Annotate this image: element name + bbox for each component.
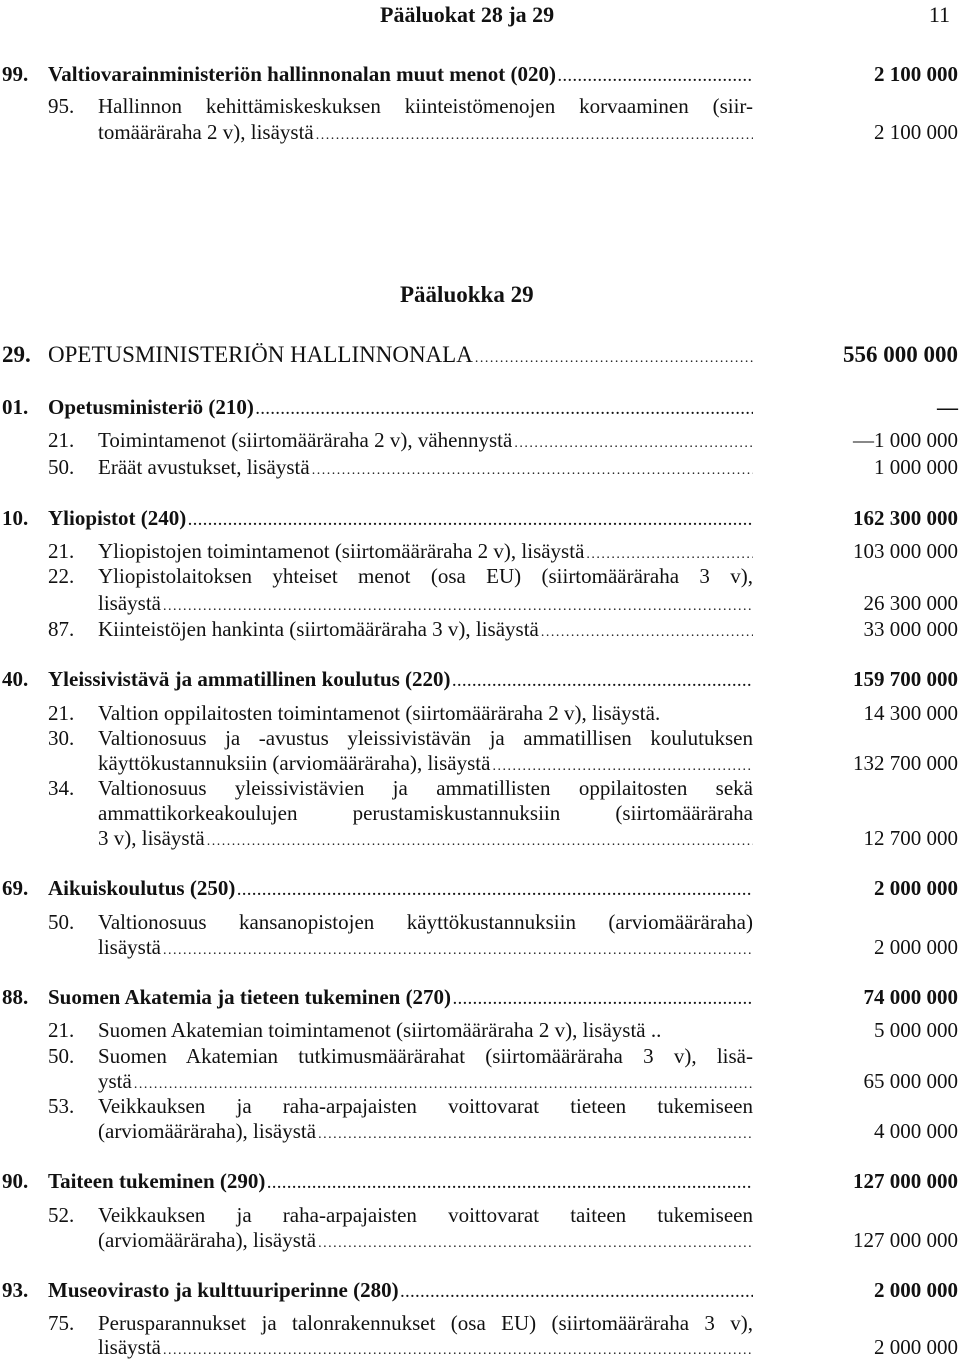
item-number: 75. — [48, 1311, 75, 1335]
item-amount: 65 000 000 — [863, 1069, 958, 1093]
page-header — [0, 2, 960, 28]
item-text: Toimintamenot (siirtomääräraha 2 v), vähennystä . . . — [98, 428, 753, 456]
item-number: 50. — [48, 910, 75, 934]
section-40-row — [0, 667, 960, 692]
section-number: 40. — [2, 667, 29, 691]
section-amount: 2 000 000 — [874, 876, 958, 900]
main-class-amount: 556 000 000 — [843, 342, 958, 367]
item-text-line: (arviomääräraha), lisäystä . . . — [98, 1119, 753, 1147]
item-text: Valtion oppilaitosten toimintamenot (siirtomääräraha 2 v), lisäystä. — [98, 701, 661, 725]
item-number: 95. — [48, 94, 75, 118]
item-text-line: tomääräraha 2 v), lisäystä . . . — [98, 120, 753, 148]
item-50-row — [0, 455, 960, 480]
main-class-number: 29. — [2, 342, 31, 367]
section-90-row — [0, 1169, 960, 1194]
section-99-row — [0, 62, 960, 87]
section-title: Suomen Akatemia ja tieteen tukeminen (270) . . . — [48, 985, 753, 1013]
item-text: Eräät avustukset, lisäystä . . . — [98, 455, 753, 483]
item-text-line: Yliopistolaitoksen yhteiset menot (osa EU) (siirtomääräraha 3 v), — [98, 564, 753, 588]
item-53-row-2 — [0, 1119, 960, 1144]
item-number: 50. — [48, 455, 75, 479]
item-text-line: lisäystä . . . — [98, 935, 753, 963]
item-50-row-2 — [0, 1069, 960, 1094]
section-number: 99. — [2, 62, 29, 86]
item-text-line: Veikkauksen ja raha-arpajaisten voittovarat tieteen tukemiseen — [98, 1094, 753, 1118]
item-number: 21. — [48, 701, 75, 725]
section-amount: 2 000 000 — [874, 1278, 958, 1302]
item-75-row-1 — [0, 1311, 960, 1336]
section-amount: 127 000 000 — [853, 1169, 958, 1193]
item-text-line: Valtionosuus ja -avustus yleissivistävän ja ammatillisen koulutuksen — [98, 726, 753, 750]
item-number: 53. — [48, 1094, 75, 1118]
item-50-row-1 — [0, 910, 960, 935]
section-number: 88. — [2, 985, 29, 1009]
page-number: 11 — [928, 2, 950, 27]
item-amount: 5 000 000 — [874, 1018, 958, 1042]
item-50-row-1 — [0, 1044, 960, 1069]
section-88-row — [0, 985, 960, 1010]
item-number: 30. — [48, 726, 75, 750]
item-amount: —1 000 000 — [853, 428, 958, 452]
item-number: 34. — [48, 776, 75, 800]
section-number: 90. — [2, 1169, 29, 1193]
section-title: Aikuiskoulutus (250) . . . — [48, 876, 753, 904]
item-22-row-1 — [0, 564, 960, 589]
section-amount: 2 100 000 — [874, 62, 958, 86]
section-title: Yliopistot (240) . . . — [48, 506, 753, 534]
item-text-line: Suomen Akatemian tutkimusmäärärahat (siirtomääräraha 3 v), lisä- — [98, 1044, 753, 1068]
header-title: Pääluokat 28 ja 29 — [380, 2, 555, 27]
item-text-line: lisäystä . . . — [98, 1335, 753, 1363]
item-text: Suomen Akatemian toimintamenot (siirtomääräraha 2 v), lisäystä .. — [98, 1018, 662, 1042]
item-53-row-1 — [0, 1094, 960, 1119]
section-93-row — [0, 1278, 960, 1303]
item-text-line: Veikkauksen ja raha-arpajaisten voittovarat taiteen tukemiseen — [98, 1203, 753, 1227]
section-01-row — [0, 395, 960, 420]
item-52-row-1 — [0, 1203, 960, 1228]
main-class-heading-row — [0, 282, 960, 307]
item-amount: 127 000 000 — [853, 1228, 958, 1252]
item-75-row-2 — [0, 1335, 960, 1360]
item-amount: 4 000 000 — [874, 1119, 958, 1143]
item-amount: 12 700 000 — [863, 826, 958, 850]
item-number: 21. — [48, 428, 75, 452]
section-amount: — — [937, 395, 958, 419]
item-number: 21. — [48, 1018, 75, 1042]
item-amount: 132 700 000 — [853, 751, 958, 775]
item-text-line: Valtionosuus kansanopistojen käyttökustannuksiin (arviomääräraha) — [98, 910, 753, 934]
item-text: Kiinteistöjen hankinta (siirtomääräraha 3 v), lisäystä . . . — [98, 617, 753, 645]
section-title: Taiteen tukeminen (290) . . . — [48, 1169, 753, 1197]
item-number: 50. — [48, 1044, 75, 1068]
item-34-row-3 — [0, 826, 960, 851]
item-number: 22. — [48, 564, 75, 588]
item-87-row — [0, 617, 960, 642]
item-34-row-1 — [0, 776, 960, 801]
section-number: 93. — [2, 1278, 29, 1302]
item-text-line: ystä . . . — [98, 1069, 753, 1097]
item-amount: 33 000 000 — [863, 617, 958, 641]
item-34-row-2 — [0, 801, 960, 826]
item-text-line: Valtionosuus yleissivistävien ja ammatillisten oppilaitosten sekä — [98, 776, 753, 800]
item-text-line: (arviomääräraha), lisäystä . . . — [98, 1228, 753, 1256]
item-text-line: Perusparannukset ja talonrakennukset (osa EU) (siirtomääräraha 3 v), — [98, 1311, 753, 1335]
item-95-row-2 — [0, 120, 960, 145]
item-22-row-2 — [0, 591, 960, 616]
section-title: Museovirasto ja kulttuuriperinne (280) . . . — [48, 1278, 753, 1306]
item-amount: 14 300 000 — [863, 701, 958, 725]
item-number: 87. — [48, 617, 75, 641]
section-title: Valtiovarainministeriön hallinnonalan muut menot (020) . . . — [48, 62, 753, 90]
section-number: 10. — [2, 506, 29, 530]
item-text-line: Hallinnon kehittämiskeskuksen kiinteistömenojen korvaaminen (siir- — [98, 94, 753, 118]
main-class-title: OPETUSMINISTERIÖN HALLINNONALA . . . — [48, 342, 753, 371]
item-amount: 2 000 000 — [874, 1335, 958, 1359]
item-50-row-2 — [0, 935, 960, 960]
section-amount: 159 700 000 — [853, 667, 958, 691]
item-number: 21. — [48, 539, 75, 563]
item-30-row-1 — [0, 726, 960, 751]
section-number: 01. — [2, 395, 29, 419]
item-text-line: lisäystä . . . — [98, 591, 753, 619]
main-class-heading: Pääluokka 29 — [400, 282, 534, 307]
item-21-row — [0, 701, 960, 726]
item-amount: 2 000 000 — [874, 935, 958, 959]
item-amount: 2 100 000 — [874, 120, 958, 144]
section-title: Opetusministeriö (210) . . . — [48, 395, 753, 423]
section-amount: 74 000 000 — [863, 985, 958, 1009]
section-number: 69. — [2, 876, 29, 900]
section-amount: 162 300 000 — [853, 506, 958, 530]
item-30-row-2 — [0, 751, 960, 776]
item-21-row — [0, 539, 960, 564]
item-amount: 1 000 000 — [874, 455, 958, 479]
main-class-row — [0, 342, 960, 370]
item-95-row-1 — [0, 94, 960, 119]
item-52-row-2 — [0, 1228, 960, 1253]
section-69-row — [0, 876, 960, 901]
section-title: Yleissivistävä ja ammatillinen koulutus (220) . . . — [48, 667, 753, 695]
section-10-row — [0, 506, 960, 531]
item-21-row — [0, 1018, 960, 1043]
item-amount: 103 000 000 — [853, 539, 958, 563]
item-text-line: 3 v), lisäystä . . . — [98, 826, 753, 854]
item-text-line: käyttökustannuksiin (arviomääräraha), lisäystä . . . — [98, 751, 753, 779]
item-number: 52. — [48, 1203, 75, 1227]
item-21-row — [0, 428, 960, 453]
item-text-line: ammattikorkeakoulujen perustamiskustannuksiin (siirtomääräraha — [98, 801, 753, 825]
item-amount: 26 300 000 — [863, 591, 958, 615]
item-text: Yliopistojen toimintamenot (siirtomääräraha 2 v), lisäystä . . . — [98, 539, 753, 567]
